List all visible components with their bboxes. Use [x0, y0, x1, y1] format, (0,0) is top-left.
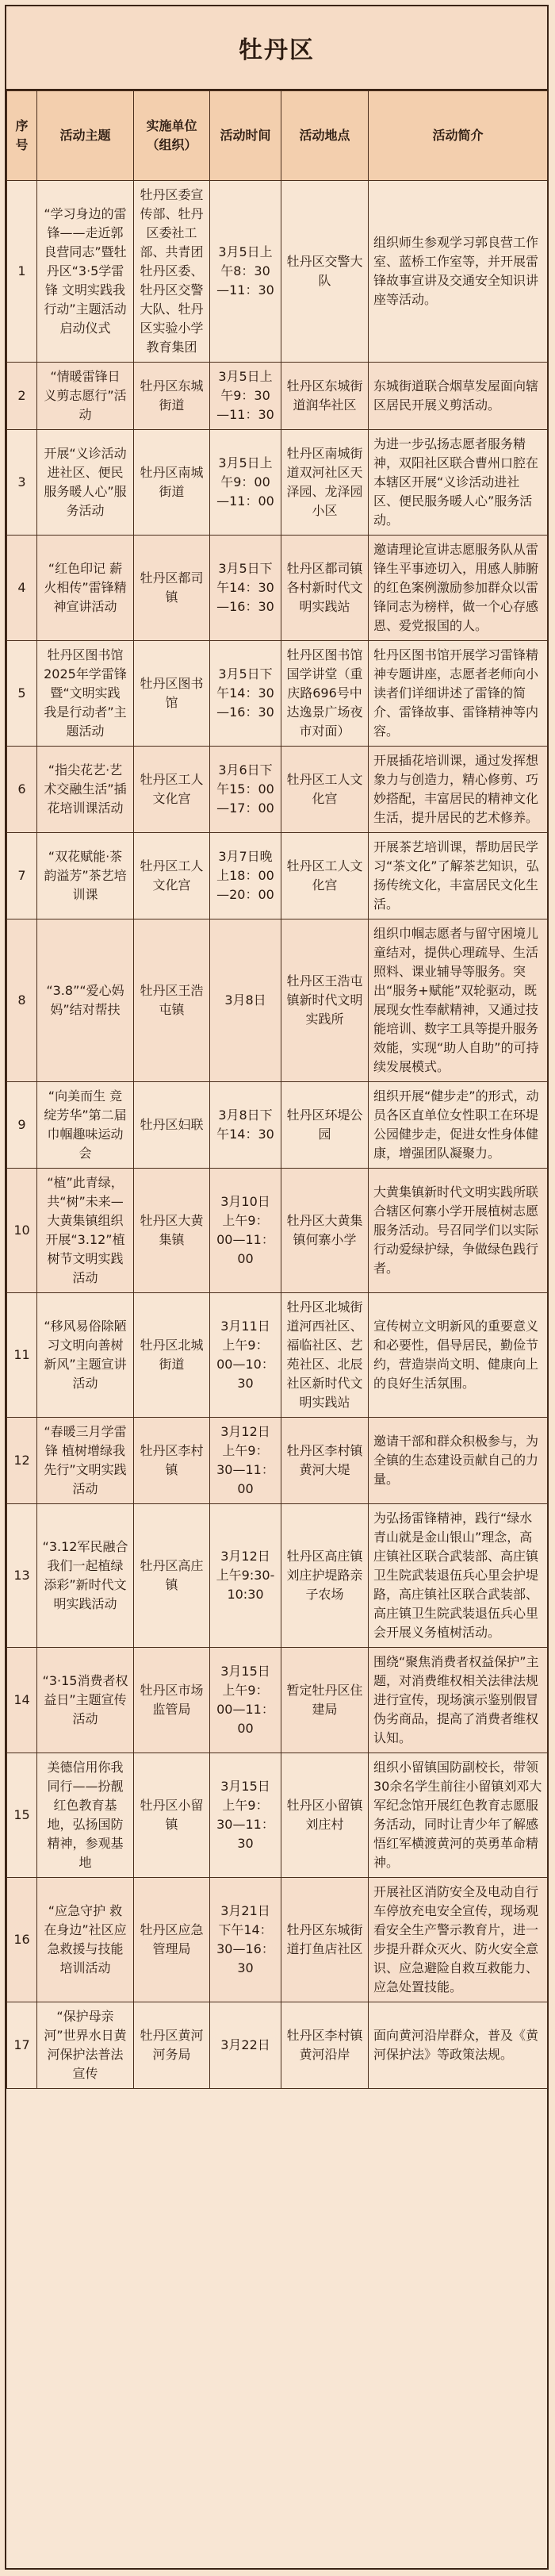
row-number-cell: 13 [7, 1504, 37, 1648]
page-title: 牡丹区 [6, 6, 547, 90]
organizer-cell: 牡丹区东城街道 [134, 363, 210, 430]
activity-theme-cell: “指尖花艺·艺术交融生活”插花培训课活动 [37, 747, 134, 833]
activity-place-cell: 牡丹区北城街道河西社区、福临社区、艺苑社区、北辰社区新时代文明实践站 [281, 1293, 369, 1418]
activity-time-cell: 3月6日下午15：00—17：00 [210, 747, 281, 833]
row-number-cell: 9 [7, 1082, 37, 1169]
table-row [7, 1648, 548, 1753]
header-no: 序号 [7, 91, 37, 181]
row-number-cell: 2 [7, 363, 37, 430]
organizer-cell: 牡丹区李村镇 [134, 1418, 210, 1504]
row-number-cell: 11 [7, 1293, 37, 1418]
activity-description-cell: 组织师生参观学习郭良营工作室、蓝桥工作室等，并开展雷锋故事宣讲及交通安全知识讲座等活动。 [369, 181, 548, 363]
activity-place-cell: 牡丹区李村镇黄河大堤 [281, 1418, 369, 1504]
activity-theme-cell: “移风易俗除陋习文明向善树新风”主题宣讲活动 [37, 1293, 134, 1418]
activity-time-cell: 3月15日上午9：00—11：00 [210, 1648, 281, 1753]
activity-description-cell: 牡丹区图书馆开展学习雷锋精神专题讲座，志愿者老师向小读者们详细讲述了雷锋的简介、雷锋故事、雷锋精神等内容。 [369, 641, 548, 747]
row-number-cell: 7 [7, 833, 37, 919]
activity-time-cell: 3月12日上午9：30—11：00 [210, 1418, 281, 1504]
row-number-cell: 10 [7, 1169, 37, 1293]
activity-place-cell: 牡丹区东城街道润华社区 [281, 363, 369, 430]
activity-theme-cell: “向美而生 竞绽芳华”第二届巾帼趣味运动会 [37, 1082, 134, 1169]
activity-description-cell: 面向黄河沿岸群众，普及《黄河保护法》等政策法规。 [369, 2002, 548, 2089]
activity-time-cell: 3月12日上午9:30-10:30 [210, 1504, 281, 1648]
header-time: 活动时间 [210, 91, 281, 181]
activity-description-cell: 组织巾帼志愿者与留守困境儿童结对，提供心理疏导、生活照料、课业辅导等服务。突出“服务+赋能”双轮驱动，既展现女性奉献精神，又通过技能培训、数字工具等提升服务效能，实现“助人自助”的可持续发展模式。 [369, 919, 548, 1082]
table-row [7, 1878, 548, 2002]
organizer-cell: 牡丹区南城街道 [134, 430, 210, 536]
table-row [7, 747, 548, 833]
table-row [7, 1753, 548, 1878]
organizer-cell: 牡丹区应急管理局 [134, 1878, 210, 2002]
table-header-row [7, 91, 548, 181]
organizer-cell: 牡丹区小留镇 [134, 1753, 210, 1878]
activity-place-cell: 牡丹区都司镇各村新时代文明实践站 [281, 536, 369, 641]
activity-theme-cell: 开展“义诊活动进社区、便民服务暖人心”服务活动 [37, 430, 134, 536]
activity-time-cell: 3月8日下午14：30 [210, 1082, 281, 1169]
table-row [7, 641, 548, 747]
activity-place-cell: 牡丹区小留镇刘庄村 [281, 1753, 369, 1878]
activity-time-cell: 3月21日下午14：30—16：30 [210, 1878, 281, 2002]
activity-place-cell: 牡丹区工人文化宫 [281, 833, 369, 919]
activity-theme-cell: “3.12军民融合我们一起植绿添彩”新时代文明实践活动 [37, 1504, 134, 1648]
activity-theme-cell: “3·15消费者权益日”主题宣传活动 [37, 1648, 134, 1753]
header-org: 实施单位（组织） [134, 91, 210, 181]
activity-theme-cell: “红色印记 薪火相传”雷锋精神宣讲活动 [37, 536, 134, 641]
row-number-cell: 16 [7, 1878, 37, 2002]
activity-description-cell: 邀请理论宣讲志愿服务队从雷锋生平事迹切入，用感人肺腑的红色案例激励参加群众以雷锋同志为榜样，做一个心存感恩、爱党报国的人。 [369, 536, 548, 641]
organizer-cell: 牡丹区图书馆 [134, 641, 210, 747]
header-desc: 活动简介 [369, 91, 548, 181]
activity-theme-cell: “3.8”“爱心妈妈”结对帮扶 [37, 919, 134, 1082]
table-row [7, 363, 548, 430]
activity-time-cell: 3月15日上午9：30—11：30 [210, 1753, 281, 1878]
activity-place-cell: 牡丹区高庄镇刘庄护堤路亲子农场 [281, 1504, 369, 1648]
activity-description-cell: 围绕“聚焦消费者权益保护”主题，对消费维权相关法律法规进行宣传，现场演示鉴别假冒伪劣商品，提高了消费者维权认知。 [369, 1648, 548, 1753]
activity-place-cell: 牡丹区工人文化宫 [281, 747, 369, 833]
activity-theme-cell: 美德信用你我同行——扮靓红色教育基地，弘扬国防精神，参观基地 [37, 1753, 134, 1878]
activity-theme-cell: “情暖雷锋日 义剪志愿行”活动 [37, 363, 134, 430]
activity-theme-cell: “保护母亲河”世界水日黄河保护法普法宣传 [37, 2002, 134, 2089]
row-number-cell: 5 [7, 641, 37, 747]
activity-time-cell: 3月5日下午14：30—16：30 [210, 641, 281, 747]
table-row [7, 2002, 548, 2089]
activity-place-cell: 牡丹区交警大队 [281, 181, 369, 363]
row-number-cell: 12 [7, 1418, 37, 1504]
row-number-cell: 17 [7, 2002, 37, 2089]
row-number-cell: 3 [7, 430, 37, 536]
activity-time-cell: 3月11日上午9：00—10：30 [210, 1293, 281, 1418]
activity-time-cell: 3月5日上午9：00—11：00 [210, 430, 281, 536]
activity-theme-cell: “应急守护 救在身边”社区应急救援与技能培训活动 [37, 1878, 134, 2002]
row-number-cell: 6 [7, 747, 37, 833]
table-row [7, 919, 548, 1082]
organizer-cell: 牡丹区工人文化宫 [134, 833, 210, 919]
activity-time-cell: 3月22日 [210, 2002, 281, 2089]
header-theme: 活动主题 [37, 91, 134, 181]
activity-place-cell: 牡丹区东城街道打鱼店社区 [281, 1878, 369, 2002]
organizer-cell: 牡丹区都司镇 [134, 536, 210, 641]
activity-place-cell: 牡丹区图书馆国学讲堂（重庆路696号中达逸景广场夜市对面） [281, 641, 369, 747]
activity-theme-cell: “双花赋能·茶韵溢芳”茶艺培训课 [37, 833, 134, 919]
table-row [7, 1504, 548, 1648]
activity-description-cell: 大黄集镇新时代文明实践所联合辖区何寨小学开展植树志愿服务活动。号召同学们以实际行动爱绿护绿，争做绿色践行者。 [369, 1169, 548, 1293]
table-row [7, 1418, 548, 1504]
table-row [7, 181, 548, 363]
activity-place-cell: 牡丹区环堤公园 [281, 1082, 369, 1169]
activity-theme-cell: “学习身边的雷锋——走近郭良营同志”暨牡丹区“3·5学雷锋 文明实践我行动”主题活动启动仪式 [37, 181, 134, 363]
table-row [7, 1293, 548, 1418]
organizer-cell: 牡丹区高庄镇 [134, 1504, 210, 1648]
activity-place-cell: 牡丹区大黄集镇何寨小学 [281, 1169, 369, 1293]
activity-time-cell: 3月5日上午8：30—11：30 [210, 181, 281, 363]
table-row [7, 1169, 548, 1293]
activity-description-cell: 开展插花培训课，通过发挥想象力与创造力，精心修剪、巧妙搭配，丰富居民的精神文化生活，提升居民的艺术修养。 [369, 747, 548, 833]
activity-description-cell: 组织小留镇国防副校长，带领30余名学生前往小留镇刘邓大军纪念馆开展红色教育志愿服务活动，同时让青少年了解感悟红军横渡黄河的英勇革命精神。 [369, 1753, 548, 1878]
activity-description-cell: 组织开展“健步走”的形式，动员各区直单位女性职工在环堤公园健步走，促进女性身体健康，增强团队凝聚力。 [369, 1082, 548, 1169]
table-row [7, 536, 548, 641]
row-number-cell: 4 [7, 536, 37, 641]
row-number-cell: 15 [7, 1753, 37, 1878]
header-place: 活动地点 [281, 91, 369, 181]
organizer-cell: 牡丹区市场监管局 [134, 1648, 210, 1753]
activity-description-cell: 为进一步弘扬志愿者服务精神，双阳社区联合曹州口腔在本辖区开展“义诊活动进社区、便民服务暖人心”服务活动。 [369, 430, 548, 536]
activity-description-cell: 为弘扬雷锋精神，践行“绿水青山就是金山银山”理念，高庄镇社区联合武装部、高庄镇卫生院武装退伍兵心里会护堤路，高庄镇社区联合武装部、高庄镇卫生院武装退伍兵心里会开展义务植树活动。 [369, 1504, 548, 1648]
activity-description-cell: 邀请干部和群众积极参与，为全镇的生态建设贡献自己的力量。 [369, 1418, 548, 1504]
activity-description-cell: 开展社区消防安全及电动自行车停放充电安全宣传，现场观看安全生产警示教育片，进一步提升群众灭火、防火安全意识、应急避险自救互救能力、应急处置技能。 [369, 1878, 548, 2002]
table-row [7, 833, 548, 919]
activity-table [6, 90, 548, 2089]
organizer-cell: 牡丹区委宣传部、牡丹区委社工部、共青团牡丹区委、牡丹区交警大队、牡丹区实验小学教育集团 [134, 181, 210, 363]
activity-place-cell: 暂定牡丹区住建局 [281, 1648, 369, 1753]
activity-time-cell: 3月10日上午9：00—11：00 [210, 1169, 281, 1293]
activity-time-cell: 3月7日晚上18：00—20：00 [210, 833, 281, 919]
activity-place-cell: 牡丹区南城街道双河社区天泽园、龙泽园小区 [281, 430, 369, 536]
organizer-cell: 牡丹区大黄集镇 [134, 1169, 210, 1293]
activity-description-cell: 开展茶艺培训课，帮助居民学习“茶文化”了解茶艺知识，弘扬传统文化，丰富居民文化生活。 [369, 833, 548, 919]
table-row [7, 430, 548, 536]
row-number-cell: 14 [7, 1648, 37, 1753]
organizer-cell: 牡丹区王浩屯镇 [134, 919, 210, 1082]
activity-theme-cell: “春暖三月学雷锋 植树增绿我先行”文明实践活动 [37, 1418, 134, 1504]
schedule-document [5, 5, 549, 2570]
activity-place-cell: 牡丹区王浩屯镇新时代文明实践所 [281, 919, 369, 1082]
organizer-cell: 牡丹区北城街道 [134, 1293, 210, 1418]
activity-theme-cell: 牡丹区图书馆2025年学雷锋暨“文明实践 我是行动者”主题活动 [37, 641, 134, 747]
row-number-cell: 1 [7, 181, 37, 363]
activity-description-cell: 宣传树立文明新风的重要意义和必要性，倡导居民，勤俭节约，营造崇尚文明、健康向上的良好生活氛围。 [369, 1293, 548, 1418]
activity-time-cell: 3月8日 [210, 919, 281, 1082]
table-row [7, 1082, 548, 1169]
activity-place-cell: 牡丹区李村镇黄河沿岸 [281, 2002, 369, 2089]
activity-time-cell: 3月5日上午9：30—11：30 [210, 363, 281, 430]
organizer-cell: 牡丹区妇联 [134, 1082, 210, 1169]
activity-description-cell: 东城街道联合烟草发屋面向辖区居民开展义剪活动。 [369, 363, 548, 430]
organizer-cell: 牡丹区工人文化宫 [134, 747, 210, 833]
activity-theme-cell: “植”此青绿，共“树”未来—大黄集镇组织开展“3.12”植树节文明实践活动 [37, 1169, 134, 1293]
organizer-cell: 牡丹区黄河河务局 [134, 2002, 210, 2089]
row-number-cell: 8 [7, 919, 37, 1082]
activity-time-cell: 3月5日下午14：30—16：30 [210, 536, 281, 641]
